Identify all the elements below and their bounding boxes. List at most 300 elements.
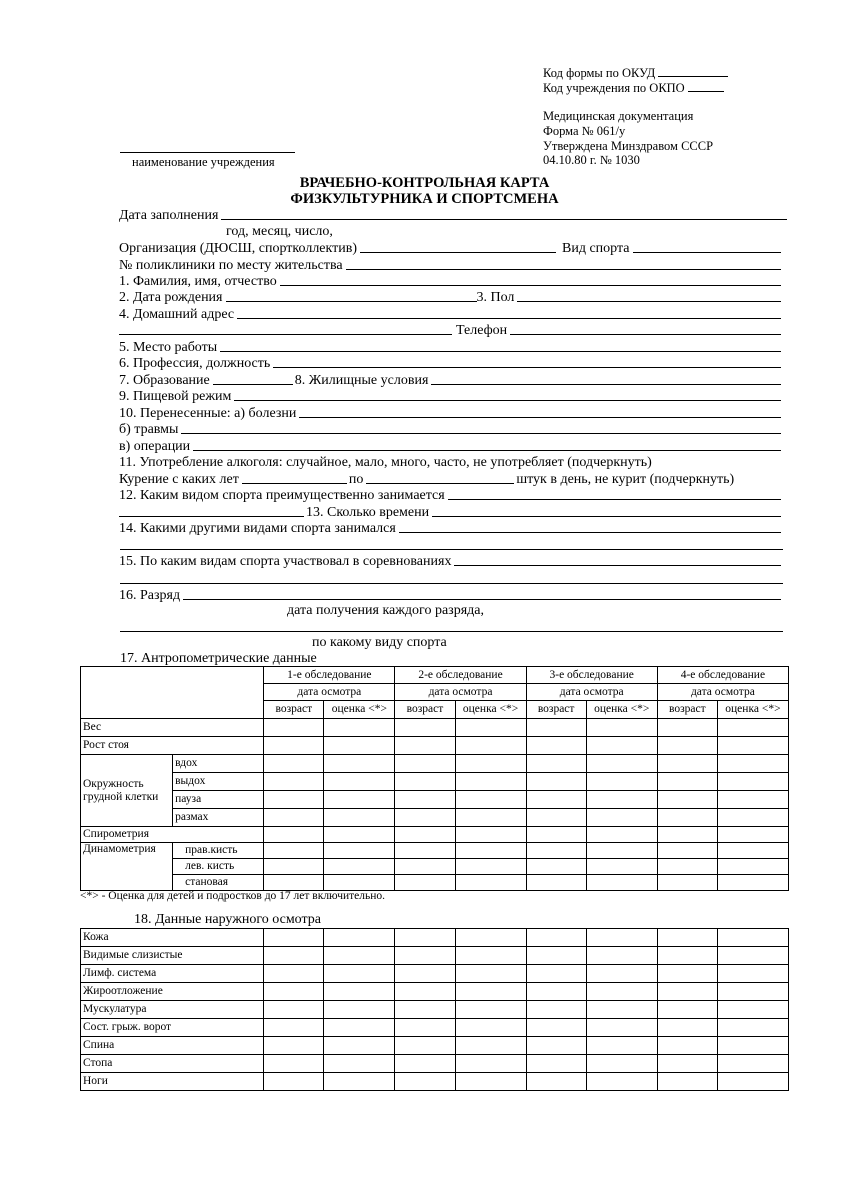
table-cell[interactable] bbox=[526, 1073, 586, 1091]
rank-row bbox=[119, 586, 783, 603]
table-cell[interactable] bbox=[717, 719, 788, 737]
table-cell[interactable] bbox=[657, 1037, 717, 1055]
table-cell[interactable] bbox=[717, 737, 788, 755]
table-cell[interactable] bbox=[455, 827, 526, 843]
table-cell[interactable] bbox=[586, 843, 657, 859]
height-label: Рост стоя bbox=[81, 737, 264, 755]
institution-line[interactable] bbox=[120, 152, 295, 153]
table-cell[interactable] bbox=[657, 947, 717, 965]
other-sports-field-2[interactable] bbox=[120, 549, 783, 550]
spiro-row bbox=[81, 827, 789, 843]
dyn-label: Динамометрия bbox=[81, 843, 173, 891]
table-cell[interactable] bbox=[324, 755, 395, 773]
exam-1-header: 1-е обследование bbox=[264, 667, 395, 684]
table-cell[interactable] bbox=[717, 1037, 788, 1055]
doc-title-line2: ФИЗКУЛЬТУРНИКА И СПОРТСМЕНА bbox=[290, 191, 559, 207]
table-cell[interactable] bbox=[395, 1037, 455, 1055]
height-row bbox=[81, 737, 789, 755]
table-cell[interactable] bbox=[455, 809, 526, 827]
table-cell[interactable] bbox=[526, 755, 586, 773]
table-cell[interactable] bbox=[264, 965, 324, 983]
dyn-row bbox=[81, 859, 789, 875]
table-cell[interactable] bbox=[586, 773, 657, 791]
exam-label-fat: Жироотложение bbox=[81, 983, 264, 1001]
chest-row bbox=[81, 809, 789, 827]
exam-row bbox=[81, 929, 789, 947]
table-cell[interactable] bbox=[657, 875, 717, 891]
table-cell[interactable] bbox=[657, 1055, 717, 1073]
phone-label: Телефон bbox=[456, 323, 508, 338]
table-cell[interactable] bbox=[717, 875, 788, 891]
table-cell[interactable] bbox=[455, 1001, 526, 1019]
table-cell[interactable] bbox=[586, 875, 657, 891]
birth-field[interactable] bbox=[226, 301, 477, 302]
table-cell[interactable] bbox=[586, 859, 657, 875]
organization-row bbox=[119, 239, 783, 256]
dyn-back: становая bbox=[173, 875, 264, 891]
table-cell[interactable] bbox=[324, 843, 395, 859]
trauma-label: б) травмы bbox=[119, 422, 179, 437]
competitions-label: 15. По каким видам спорта участвовал в соревнованиях bbox=[119, 554, 452, 569]
duration-field[interactable] bbox=[432, 516, 781, 517]
table-cell[interactable] bbox=[657, 859, 717, 875]
smoking-from-label: Курение с каких лет bbox=[119, 472, 239, 487]
table-cell[interactable] bbox=[526, 965, 586, 983]
diet-row bbox=[119, 387, 783, 404]
chest-label: Окружность грудной клетки bbox=[81, 755, 173, 827]
work-field[interactable] bbox=[220, 351, 781, 352]
address-field-2[interactable] bbox=[119, 334, 452, 335]
table-cell[interactable] bbox=[455, 755, 526, 773]
spiro-label: Спирометрия bbox=[81, 827, 264, 843]
table-cell[interactable] bbox=[395, 755, 455, 773]
dyn-row bbox=[81, 843, 789, 859]
other-sports-row bbox=[119, 519, 783, 536]
table-cell[interactable] bbox=[264, 719, 324, 737]
chest-range: размах bbox=[173, 809, 264, 827]
competitions-field-2[interactable] bbox=[120, 583, 783, 584]
table-cell[interactable] bbox=[717, 983, 788, 1001]
table-cell[interactable] bbox=[264, 1055, 324, 1073]
table-cell[interactable] bbox=[324, 773, 395, 791]
table-cell[interactable] bbox=[264, 755, 324, 773]
table-cell[interactable] bbox=[324, 859, 395, 875]
table-cell[interactable] bbox=[657, 737, 717, 755]
table-cell[interactable] bbox=[657, 809, 717, 827]
table-cell[interactable] bbox=[717, 1001, 788, 1019]
smoking-from-field[interactable] bbox=[242, 483, 347, 484]
table-cell[interactable] bbox=[526, 947, 586, 965]
table-cell[interactable] bbox=[586, 1073, 657, 1091]
table-cell[interactable] bbox=[657, 1019, 717, 1037]
table-cell[interactable] bbox=[657, 983, 717, 1001]
table-cell[interactable] bbox=[264, 827, 324, 843]
table-cell[interactable] bbox=[264, 1019, 324, 1037]
exam-row bbox=[81, 1055, 789, 1073]
table-cell[interactable] bbox=[264, 929, 324, 947]
exam-row bbox=[81, 983, 789, 1001]
table-cell[interactable] bbox=[586, 1001, 657, 1019]
exam-label-muscles: Мускулатура bbox=[81, 1001, 264, 1019]
age-header-1: возраст bbox=[264, 701, 324, 719]
table-cell[interactable] bbox=[264, 791, 324, 809]
table-cell[interactable] bbox=[586, 1037, 657, 1055]
table-cell[interactable] bbox=[395, 737, 455, 755]
approved-label: Утверждена Минздравом СССР bbox=[543, 139, 714, 153]
chest-row bbox=[81, 755, 789, 773]
main-sport-label: 12. Каким видом спорта преимущественно занимается bbox=[119, 488, 445, 503]
chest-exhale: выдох bbox=[173, 773, 264, 791]
other-sports-label: 14. Какими другими видами спорта занимался bbox=[119, 521, 396, 536]
table-cell[interactable] bbox=[395, 719, 455, 737]
table-cell[interactable] bbox=[526, 1019, 586, 1037]
table-cell[interactable] bbox=[586, 1055, 657, 1073]
table-cell[interactable] bbox=[526, 1037, 586, 1055]
table-cell[interactable] bbox=[586, 983, 657, 1001]
exam-label-lymph: Лимф. система bbox=[81, 965, 264, 983]
table-cell[interactable] bbox=[526, 1055, 586, 1073]
exam-date-4: дата осмотра bbox=[657, 684, 788, 701]
smoking-tail-label[interactable]: штук в день, не курит (подчеркнуть) bbox=[516, 472, 735, 487]
fill-date-label: Дата заполнения bbox=[119, 208, 219, 223]
anthro-table bbox=[80, 666, 789, 891]
profession-row bbox=[119, 354, 783, 371]
trauma-field[interactable] bbox=[181, 433, 781, 434]
table-cell[interactable] bbox=[586, 965, 657, 983]
table-cell[interactable] bbox=[324, 827, 395, 843]
exam-date-3: дата осмотра bbox=[526, 684, 657, 701]
score-header-2: оценка <*> bbox=[455, 701, 526, 719]
table-cell[interactable] bbox=[455, 843, 526, 859]
exam-row bbox=[81, 1073, 789, 1091]
exam-row bbox=[81, 1001, 789, 1019]
table-cell[interactable] bbox=[526, 719, 586, 737]
score-header-1: оценка <*> bbox=[324, 701, 395, 719]
table-cell[interactable] bbox=[324, 791, 395, 809]
form-number: Форма № 061/у bbox=[543, 124, 626, 138]
sport-kind-field[interactable] bbox=[633, 252, 782, 253]
table-cell[interactable] bbox=[717, 791, 788, 809]
table-cell[interactable] bbox=[264, 1037, 324, 1055]
education-field[interactable] bbox=[213, 384, 293, 385]
table-cell[interactable] bbox=[586, 1019, 657, 1037]
surgery-field[interactable] bbox=[193, 450, 781, 451]
table-cell[interactable] bbox=[717, 929, 788, 947]
table-cell[interactable] bbox=[395, 1019, 455, 1037]
table-cell[interactable] bbox=[324, 965, 395, 983]
table-cell[interactable] bbox=[657, 791, 717, 809]
smoking-to-label: по bbox=[348, 472, 364, 487]
table-cell[interactable] bbox=[324, 947, 395, 965]
table-cell[interactable] bbox=[264, 843, 324, 859]
anthro-footnote: <*> - Оценка для детей и подростков до 17 лет включительно. bbox=[80, 890, 386, 902]
address-label: 4. Домашний адрес bbox=[119, 307, 235, 322]
phone-field[interactable] bbox=[510, 334, 781, 335]
table-cell[interactable] bbox=[586, 755, 657, 773]
table-cell[interactable] bbox=[395, 947, 455, 965]
table-cell[interactable] bbox=[395, 1001, 455, 1019]
alcohol-label[interactable]: 11. Употребление алкоголя: случайное, мало, много, часто, не употребляет (подчеркнуть) bbox=[119, 455, 652, 470]
duration-label: 13. Сколько времени bbox=[306, 505, 430, 520]
table-cell[interactable] bbox=[526, 859, 586, 875]
doc-title-line1: ВРАЧЕБНО-КОНТРОЛЬНАЯ КАРТА bbox=[299, 175, 550, 191]
dyn-right-hand: прав.кисть bbox=[173, 843, 264, 859]
table-cell[interactable] bbox=[324, 1001, 395, 1019]
main-sport-field[interactable] bbox=[448, 499, 781, 500]
table-cell[interactable] bbox=[395, 859, 455, 875]
table-cell[interactable] bbox=[455, 965, 526, 983]
table-cell[interactable] bbox=[586, 809, 657, 827]
diet-label: 9. Пищевой режим bbox=[119, 389, 232, 404]
table-cell[interactable] bbox=[717, 859, 788, 875]
table-cell[interactable] bbox=[657, 1073, 717, 1091]
table-cell[interactable] bbox=[264, 859, 324, 875]
med-doc-label: Медицинская документация bbox=[543, 109, 694, 123]
table-cell[interactable] bbox=[717, 809, 788, 827]
table-cell[interactable] bbox=[455, 947, 526, 965]
exam-label-skin: Кожа bbox=[81, 929, 264, 947]
phone-row bbox=[119, 321, 783, 338]
score-header-4: оценка <*> bbox=[717, 701, 788, 719]
address-field[interactable] bbox=[237, 318, 781, 319]
table-cell[interactable] bbox=[264, 809, 324, 827]
table-cell[interactable] bbox=[324, 929, 395, 947]
anthro-caption: 17. Антропометрические данные bbox=[120, 651, 317, 666]
rank-field[interactable] bbox=[183, 599, 781, 600]
diet-field[interactable] bbox=[234, 400, 781, 401]
exam-table bbox=[80, 928, 789, 1091]
table-cell[interactable] bbox=[526, 983, 586, 1001]
housing-field[interactable] bbox=[431, 384, 781, 385]
main-sport-row bbox=[119, 486, 783, 503]
table-cell[interactable] bbox=[526, 843, 586, 859]
exam-2-header: 2-е обследование bbox=[395, 667, 526, 684]
table-cell[interactable] bbox=[586, 947, 657, 965]
fill-date-hint: год, месяц, число, bbox=[226, 224, 333, 239]
order-date: 04.10.80 г. № 1030 bbox=[543, 153, 640, 167]
sex-field[interactable] bbox=[517, 301, 781, 302]
exam-row bbox=[81, 1037, 789, 1055]
table-cell[interactable] bbox=[455, 719, 526, 737]
table-cell[interactable] bbox=[586, 791, 657, 809]
organization-field[interactable] bbox=[360, 252, 556, 253]
surgery-label: в) операции bbox=[119, 439, 191, 454]
clinic-label: № поликлиники по месту жительства bbox=[119, 258, 343, 273]
exam-4-header: 4-е обследование bbox=[657, 667, 788, 684]
smoking-count-field[interactable] bbox=[366, 483, 514, 484]
table-cell[interactable] bbox=[526, 1001, 586, 1019]
table-cell[interactable] bbox=[264, 983, 324, 1001]
okpo-line: Код учреждения по ОКПО bbox=[543, 81, 724, 95]
table-cell[interactable] bbox=[395, 809, 455, 827]
table-cell[interactable] bbox=[455, 791, 526, 809]
dyn-left-hand: лев. кисть bbox=[173, 859, 264, 875]
competitions-field[interactable] bbox=[454, 565, 781, 566]
work-row bbox=[119, 338, 783, 355]
table-cell[interactable] bbox=[264, 773, 324, 791]
table-cell[interactable] bbox=[395, 965, 455, 983]
table-cell[interactable] bbox=[455, 1055, 526, 1073]
table-cell[interactable] bbox=[455, 1019, 526, 1037]
dyn-row bbox=[81, 875, 789, 891]
table-cell[interactable] bbox=[526, 791, 586, 809]
table-cell[interactable] bbox=[455, 929, 526, 947]
duration-row bbox=[119, 503, 783, 520]
table-cell[interactable] bbox=[324, 1037, 395, 1055]
name-row bbox=[119, 272, 783, 289]
table-cell[interactable] bbox=[264, 1073, 324, 1091]
clinic-field[interactable] bbox=[346, 269, 781, 270]
exam-row bbox=[81, 1019, 789, 1037]
chest-row bbox=[81, 773, 789, 791]
exam-label-mucosa: Видимые слизистые bbox=[81, 947, 264, 965]
education-label: 7. Образование bbox=[119, 373, 210, 388]
main-sport-field-2[interactable] bbox=[119, 516, 304, 517]
table-cell[interactable] bbox=[657, 755, 717, 773]
table-cell[interactable] bbox=[657, 773, 717, 791]
table-cell[interactable] bbox=[324, 875, 395, 891]
rank-label: 16. Разряд bbox=[119, 588, 181, 603]
table-cell[interactable] bbox=[324, 1019, 395, 1037]
name-label: 1. Фамилия, имя, отчество bbox=[119, 274, 277, 289]
table-cell[interactable] bbox=[324, 1055, 395, 1073]
weight-row bbox=[81, 719, 789, 737]
chest-row bbox=[81, 791, 789, 809]
smoking-row bbox=[119, 470, 783, 487]
table-cell[interactable] bbox=[455, 1073, 526, 1091]
table-cell[interactable] bbox=[526, 875, 586, 891]
sex-label: 3. Пол bbox=[476, 290, 515, 305]
surgery-row bbox=[119, 437, 783, 454]
table-cell[interactable] bbox=[395, 791, 455, 809]
table-cell[interactable] bbox=[455, 773, 526, 791]
table-cell[interactable] bbox=[657, 843, 717, 859]
table-cell[interactable] bbox=[526, 809, 586, 827]
table-cell[interactable] bbox=[264, 1001, 324, 1019]
exam-3-header: 3-е обследование bbox=[526, 667, 657, 684]
table-cell[interactable] bbox=[455, 737, 526, 755]
alcohol-row bbox=[119, 453, 783, 470]
table-cell[interactable] bbox=[264, 737, 324, 755]
anthro-corner bbox=[81, 667, 264, 719]
name-field[interactable] bbox=[280, 285, 781, 286]
score-header-3: оценка <*> bbox=[586, 701, 657, 719]
profession-field[interactable] bbox=[273, 367, 781, 368]
table-cell[interactable] bbox=[657, 929, 717, 947]
table-cell[interactable] bbox=[526, 737, 586, 755]
table-cell[interactable] bbox=[395, 843, 455, 859]
sport-kind-label: Вид спорта bbox=[562, 241, 630, 256]
exam-date-1: дата осмотра bbox=[264, 684, 395, 701]
illness-row bbox=[119, 404, 783, 421]
table-cell[interactable] bbox=[586, 827, 657, 843]
table-cell[interactable] bbox=[717, 827, 788, 843]
table-cell[interactable] bbox=[324, 809, 395, 827]
okud-line: Код формы по ОКУД bbox=[543, 66, 728, 80]
table-cell[interactable] bbox=[717, 965, 788, 983]
table-cell[interactable] bbox=[324, 983, 395, 1001]
table-cell[interactable] bbox=[586, 737, 657, 755]
other-sports-field[interactable] bbox=[399, 532, 781, 533]
work-label: 5. Место работы bbox=[119, 340, 218, 355]
address-row bbox=[119, 305, 783, 322]
table-cell[interactable] bbox=[526, 929, 586, 947]
exam-row bbox=[81, 947, 789, 965]
table-cell[interactable] bbox=[717, 755, 788, 773]
table-cell[interactable] bbox=[717, 1073, 788, 1091]
exam-label-back: Спина bbox=[81, 1037, 264, 1055]
table-cell[interactable] bbox=[455, 859, 526, 875]
trauma-row bbox=[119, 420, 783, 437]
table-cell[interactable] bbox=[526, 827, 586, 843]
exam-caption: 18. Данные наружного осмотра bbox=[134, 912, 322, 927]
exam-label-hernia: Сост. грыж. ворот bbox=[81, 1019, 264, 1037]
birth-label: 2. Дата рождения bbox=[119, 290, 223, 305]
table-cell[interactable] bbox=[586, 719, 657, 737]
table-cell[interactable] bbox=[455, 875, 526, 891]
chest-pause: пауза bbox=[173, 791, 264, 809]
chest-inhale: вдох bbox=[173, 755, 264, 773]
institution-caption: наименование учреждения bbox=[132, 155, 275, 169]
table-cell[interactable] bbox=[586, 929, 657, 947]
table-cell[interactable] bbox=[395, 929, 455, 947]
illness-field[interactable] bbox=[299, 417, 781, 418]
table-cell[interactable] bbox=[395, 983, 455, 1001]
table-cell[interactable] bbox=[324, 719, 395, 737]
table-cell[interactable] bbox=[455, 983, 526, 1001]
table-cell[interactable] bbox=[657, 827, 717, 843]
exam-date-2: дата осмотра bbox=[395, 684, 526, 701]
table-cell[interactable] bbox=[395, 773, 455, 791]
rank-date-hint: дата получения каждого разряда, bbox=[287, 603, 484, 618]
table-cell[interactable] bbox=[455, 1037, 526, 1055]
table-cell[interactable] bbox=[395, 827, 455, 843]
exam-row bbox=[81, 965, 789, 983]
age-header-3: возраст bbox=[526, 701, 586, 719]
table-cell[interactable] bbox=[395, 1055, 455, 1073]
table-cell[interactable] bbox=[657, 719, 717, 737]
weight-label: Вес bbox=[81, 719, 264, 737]
age-header-2: возраст bbox=[395, 701, 455, 719]
housing-label: 8. Жилищные условия bbox=[294, 373, 429, 388]
table-cell[interactable] bbox=[395, 875, 455, 891]
table-cell[interactable] bbox=[717, 843, 788, 859]
table-cell[interactable] bbox=[657, 1001, 717, 1019]
illness-label: 10. Перенесенные: а) болезни bbox=[119, 406, 297, 421]
table-cell[interactable] bbox=[264, 875, 324, 891]
table-cell[interactable] bbox=[324, 1073, 395, 1091]
table-cell[interactable] bbox=[264, 947, 324, 965]
education-row bbox=[119, 371, 783, 388]
table-cell[interactable] bbox=[526, 773, 586, 791]
table-cell[interactable] bbox=[717, 947, 788, 965]
exam-label-legs: Ноги bbox=[81, 1073, 264, 1091]
table-cell[interactable] bbox=[324, 737, 395, 755]
table-cell[interactable] bbox=[717, 773, 788, 791]
fill-date-row bbox=[119, 206, 789, 223]
table-cell[interactable] bbox=[657, 965, 717, 983]
table-cell[interactable] bbox=[717, 1055, 788, 1073]
exam-label-foot: Стопа bbox=[81, 1055, 264, 1073]
age-header-4: возраст bbox=[657, 701, 717, 719]
table-cell[interactable] bbox=[395, 1073, 455, 1091]
rank-sport-hint: по какому виду спорта bbox=[312, 635, 447, 650]
rank-field-2[interactable] bbox=[120, 631, 783, 632]
organization-label: Организация (ДЮСШ, спортколлектив) bbox=[119, 241, 358, 256]
fill-date-field[interactable] bbox=[221, 219, 787, 220]
table-cell[interactable] bbox=[717, 1019, 788, 1037]
clinic-row bbox=[119, 256, 783, 273]
